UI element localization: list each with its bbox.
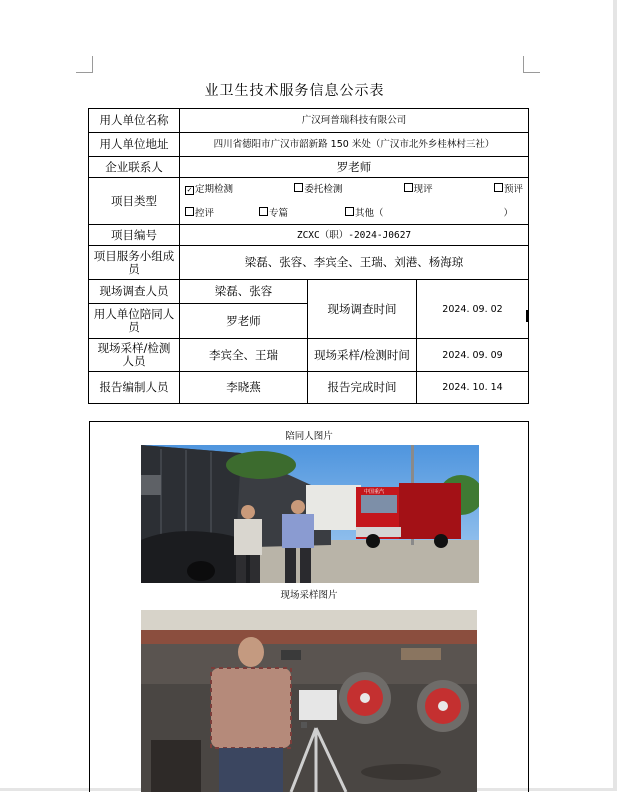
checkbox-icon[interactable] [259, 207, 268, 216]
page-corner-mark [523, 56, 540, 73]
checkbox-icon[interactable] [404, 183, 413, 192]
table-row [89, 157, 529, 178]
sampling-time-value: 2024. 09. 09 [417, 339, 529, 372]
survey-staff-value: 梁磊、张容 [180, 280, 308, 304]
sampling-staff-value: 李宾全、王瑞 [180, 339, 308, 372]
option-label: 预评 [503, 183, 523, 195]
report-time-value: 2024. 10. 14 [417, 372, 529, 404]
checkbox-icon[interactable] [345, 207, 354, 216]
accompany-value: 罗老师 [180, 304, 308, 339]
checkbox-icon[interactable] [185, 207, 194, 216]
option-label: 现评 [413, 183, 433, 195]
option-pre-eval[interactable] [494, 183, 523, 196]
option-special[interactable] [259, 207, 345, 220]
option-label: 其他（ [355, 207, 384, 219]
cell-label: 报告完成时间 [308, 372, 417, 404]
table-row [89, 133, 529, 157]
team-value: 梁磊、张容、李宾全、王瑞、刘港、杨海琼 [180, 246, 529, 280]
option-label: 委托检测 [304, 183, 343, 195]
cell-label: 用人单位地址 [89, 133, 180, 157]
contact-value: 罗老师 [180, 157, 529, 178]
table-row [89, 225, 529, 246]
cell-label: 用人单位陪同人员 [89, 304, 180, 339]
table-row [89, 109, 529, 133]
table-row [89, 246, 529, 280]
accompany-photo-caption: 陪同人图片 [285, 431, 333, 442]
project-type-options [180, 178, 529, 225]
checkbox-icon[interactable] [294, 183, 303, 192]
page-edge [613, 0, 617, 791]
cell-label: 报告编制人员 [89, 372, 180, 404]
other-close-paren: ） [503, 207, 513, 219]
employer-address-value: 四川省德阳市广汉市韶新路 150 米处（广汉市北外乡桂林村三社） [180, 133, 529, 157]
option-label: 定期检测 [195, 183, 234, 195]
page-title: 业卫生技术服务信息公示表 [204, 83, 385, 99]
accompany-photo [141, 445, 479, 583]
cell-label: 现场调查时间 [308, 280, 417, 339]
cell-label: 项目服务小组成员 [89, 246, 180, 280]
report-staff-value: 李晓燕 [180, 372, 308, 404]
photo-section [89, 421, 529, 792]
cell-label: 现场采样/检测时间 [308, 339, 417, 372]
employer-name-value: 广汉珂普瑞科技有限公司 [180, 109, 529, 133]
project-number-value: ZCXC（职）-2024-J0627 [180, 225, 529, 246]
info-table [88, 108, 529, 404]
option-label: 专篇 [269, 207, 289, 219]
option-other[interactable] [345, 207, 503, 220]
cell-label: 项目编号 [89, 225, 180, 246]
cell-label: 企业联系人 [89, 157, 180, 178]
page-corner-mark [76, 56, 93, 73]
option-entrusted[interactable] [294, 183, 342, 196]
cell-label: 项目类型 [89, 178, 180, 225]
table-row [89, 339, 529, 372]
table-row [89, 178, 529, 225]
cell-label: 现场采样/检测人员 [89, 339, 180, 372]
options-row [183, 207, 525, 220]
option-periodic[interactable] [185, 183, 233, 196]
checkbox-checked-icon[interactable]: ✓ [186, 185, 193, 194]
options-row [183, 183, 525, 196]
cell-label: 用人单位名称 [89, 109, 180, 133]
table-row [89, 280, 529, 304]
truck-brand-text: 中国重汽 [364, 489, 385, 495]
checkbox-icon[interactable] [494, 183, 503, 192]
option-current-eval[interactable] [404, 183, 433, 196]
option-label: 控评 [195, 207, 215, 219]
sampling-photo [141, 610, 477, 792]
cell-label: 现场调查人员 [89, 280, 180, 304]
survey-time-value: 2024. 09. 02 [417, 280, 529, 339]
sampling-photo-caption: 现场采样图片 [280, 590, 338, 601]
table-row [89, 372, 529, 404]
option-control-eval[interactable] [185, 207, 259, 220]
